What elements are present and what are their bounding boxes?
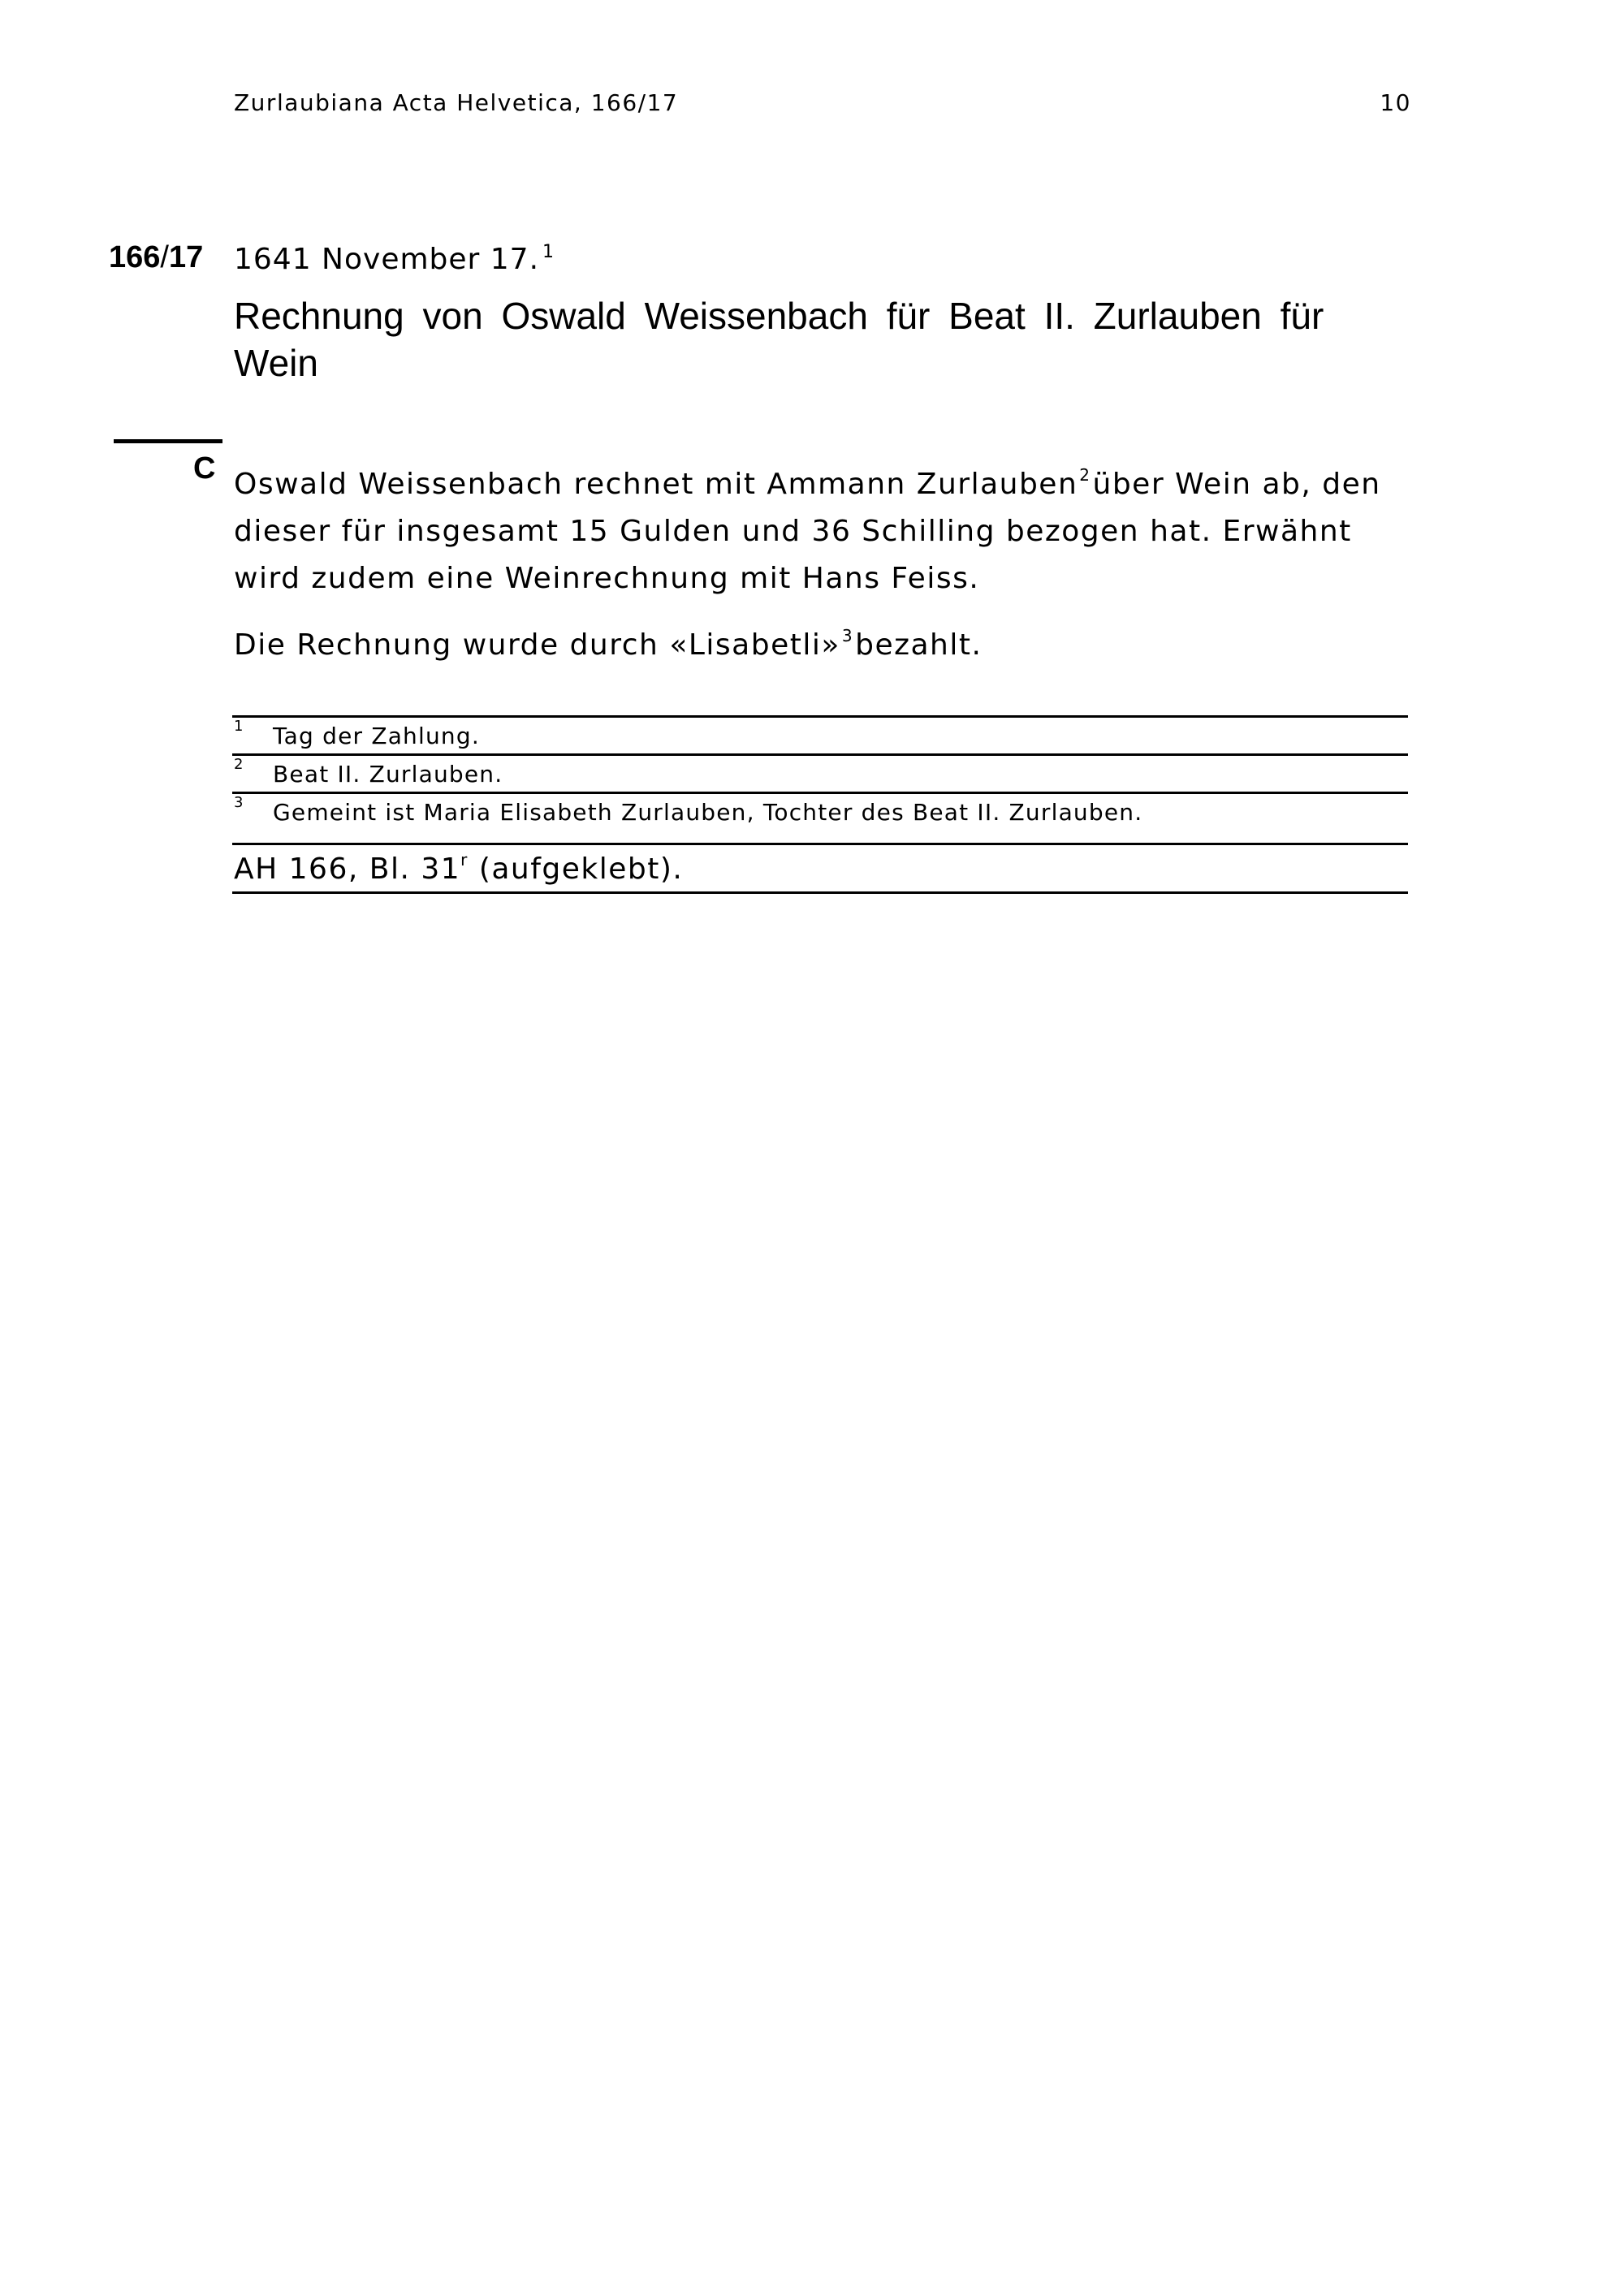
source-text bbox=[234, 850, 683, 886]
summary-text: bezahlt. bbox=[855, 628, 983, 662]
entry-number-sub: 17 bbox=[168, 240, 204, 274]
entry-title: Rechnung von Oswald Weissenbach für Beat II. Zurlauben für Wein bbox=[234, 295, 1324, 384]
footnote-ref-2[interactable]: 2 bbox=[1079, 465, 1091, 485]
summary-text: Oswald Weissenbach rechnet mit Ammann Zurlauben bbox=[234, 468, 1078, 501]
summary bbox=[234, 451, 1411, 669]
source-recto-mark: r bbox=[460, 850, 469, 870]
running-head-title: Zurlaubiana Acta Helvetica, 166/17 bbox=[234, 89, 679, 116]
summary-text: Die Rechnung wurde durch «Lisabetli» bbox=[234, 628, 840, 662]
entry-date bbox=[234, 242, 555, 276]
footnotes bbox=[232, 715, 1408, 837]
summary-marker: C bbox=[193, 451, 216, 486]
footnote-text: Tag der Zahlung. bbox=[273, 723, 480, 749]
entry-date-text: 1641 November 17. bbox=[234, 243, 540, 276]
summary-paragraph-1 bbox=[234, 451, 1411, 602]
footnote-number: 3 bbox=[234, 794, 244, 811]
source-reference bbox=[232, 843, 1408, 894]
summary-text: über Wein ab, den dieser für insgesamt 15 Gulden und 36 Schilling bezogen hat. Erwähnt wird zudem eine Weinrechnung mit Hans Feiss. bbox=[234, 468, 1381, 595]
footnote bbox=[232, 715, 1408, 753]
source-signature: AH 166, Bl. 31 bbox=[234, 852, 461, 886]
footnote-text: Gemeint ist Maria Elisabeth Zurlauben, Tochter des Beat II. Zurlauben. bbox=[273, 799, 1143, 826]
source-note: (aufgeklebt). bbox=[478, 852, 684, 886]
entry-number-main: 166 bbox=[109, 240, 161, 274]
footnote-number: 1 bbox=[234, 718, 244, 735]
footnote-text: Beat II. Zurlauben. bbox=[273, 761, 503, 788]
entry-number bbox=[109, 240, 203, 275]
entry-number-separator: / bbox=[160, 240, 169, 274]
margin-rule bbox=[114, 439, 222, 443]
running-head bbox=[234, 89, 1411, 116]
page-number: 10 bbox=[1380, 89, 1411, 116]
footnote bbox=[232, 792, 1408, 837]
footnote-number: 2 bbox=[234, 756, 244, 773]
footnote-ref-3[interactable]: 3 bbox=[841, 626, 854, 645]
summary-paragraph-2 bbox=[234, 612, 1411, 669]
footnote bbox=[232, 753, 1408, 792]
entry-date-note-ref[interactable]: 1 bbox=[542, 242, 555, 262]
